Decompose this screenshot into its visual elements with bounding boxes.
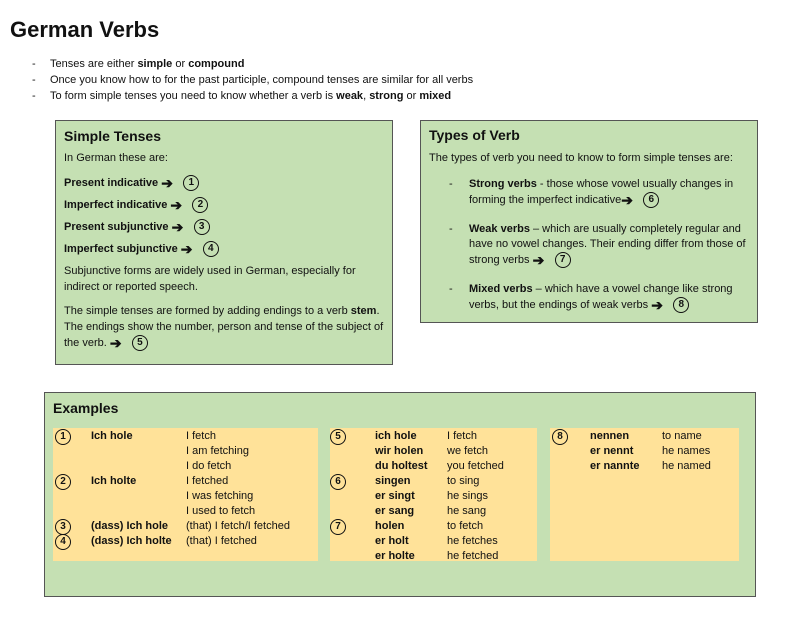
tense-item: Imperfect subjunctive ➔ 4 <box>64 241 384 257</box>
english-translation: we fetch <box>447 445 488 457</box>
examples-column-3 <box>550 428 739 561</box>
arrow-right-icon: ➔ <box>171 218 184 235</box>
german-form: er holte <box>375 550 415 562</box>
english-translation: I was fetching <box>186 490 254 502</box>
tense-item: Imperfect indicative ➔ 2 <box>64 197 384 213</box>
stem-note: The simple tenses are formed by adding endings to a verb stem. The endings show the number, person and tense of the subject of the verb. ➔ 5 <box>64 305 384 351</box>
intro-list <box>32 56 473 104</box>
german-form: du holtest <box>375 460 428 472</box>
simple-tenses-box <box>55 120 393 365</box>
arrow-right-icon: ➔ <box>621 191 633 208</box>
english-translation: he named <box>662 460 711 472</box>
arrow-right-icon: ➔ <box>161 174 173 191</box>
simple-intro: In German these are: <box>64 152 168 164</box>
german-form: holen <box>375 520 405 532</box>
english-translation: he sings <box>447 490 488 502</box>
german-form: wir holen <box>375 445 424 457</box>
german-form: (dass) Ich hole <box>91 520 169 532</box>
english-translation: (that) I fetched <box>186 535 257 547</box>
german-form: er holt <box>375 535 409 547</box>
circled-number: 8 <box>673 297 689 313</box>
types-heading: Types of Verb <box>429 127 520 143</box>
german-form: er nannte <box>590 460 640 472</box>
arrow-right-icon: ➔ <box>651 296 663 313</box>
intro-item: - To form simple tenses you need to know whether a verb is weak, strong or mixed <box>32 88 473 104</box>
english-translation: he fetches <box>447 535 498 547</box>
circled-number: 4 <box>203 241 219 257</box>
verb-type-item: - Weak verbs – which are usually completely regular and have no vowel changes. Their ending differ from those of strong verbs ➔ 7 <box>449 222 749 268</box>
english-translation: he sang <box>447 505 487 517</box>
tense-item: Present subjunctive ➔ 3 <box>64 219 384 235</box>
circled-number: 2 <box>192 197 208 213</box>
german-form: singen <box>375 475 411 487</box>
english-translation: I fetched <box>186 475 229 487</box>
examples-table <box>53 428 739 561</box>
page-title: German Verbs <box>10 17 160 42</box>
english-translation: to sing <box>447 475 480 487</box>
arrow-right-icon: ➔ <box>109 334 122 351</box>
english-translation: I am fetching <box>186 445 249 457</box>
circled-number: 5 <box>330 429 346 445</box>
arrow-right-icon: ➔ <box>180 240 193 257</box>
circled-number: 7 <box>330 519 346 535</box>
english-translation: he names <box>662 445 711 457</box>
circled-number: 8 <box>552 429 568 445</box>
types-of-verb-box <box>420 120 758 323</box>
english-translation: he fetched <box>447 550 499 562</box>
subjunctive-note: Subjunctive forms are widely used in German, especially for indirect or reported speech. <box>64 265 356 294</box>
circled-number: 6 <box>330 474 346 490</box>
english-translation: I fetch <box>447 430 477 442</box>
circled-number: 3 <box>55 519 71 535</box>
examples-box <box>44 392 756 597</box>
german-form: er singt <box>375 490 415 502</box>
circled-number: 6 <box>643 192 659 208</box>
german-form: nennen <box>590 430 630 442</box>
types-intro: The types of verb you need to know to form simple tenses are: <box>429 152 733 164</box>
intro-item: - Tenses are either simple or compound <box>32 56 473 72</box>
german-form: Ich hole <box>91 430 133 442</box>
circled-number: 1 <box>183 175 199 191</box>
arrow-right-icon: ➔ <box>170 196 183 213</box>
german-form: ich hole <box>375 430 417 442</box>
intro-item: - Once you know how to for the past participle, compound tenses are similar for all verbs <box>32 72 473 88</box>
german-form: er sang <box>375 505 415 517</box>
circled-number: 3 <box>194 219 210 235</box>
tense-item: Present indicative ➔ 1 <box>64 175 384 191</box>
circled-number: 7 <box>555 252 571 268</box>
circled-number: 4 <box>55 534 71 550</box>
english-translation: (that) I fetch/I fetched <box>186 520 290 532</box>
circled-number: 1 <box>55 429 71 445</box>
circled-number: 2 <box>55 474 71 490</box>
english-translation: you fetched <box>447 460 504 472</box>
circled-number: 5 <box>132 335 148 351</box>
german-form: (dass) Ich holte <box>91 535 172 547</box>
verb-type-item: - Mixed verbs – which have a vowel change like strong verbs, but the endings of weak verbs ➔ 8 <box>449 282 749 313</box>
arrow-right-icon: ➔ <box>532 251 545 268</box>
english-translation: I fetch <box>186 430 216 442</box>
english-translation: I used to fetch <box>186 505 256 517</box>
english-translation: I do fetch <box>186 460 232 472</box>
german-form: er nennt <box>590 445 634 457</box>
english-translation: to fetch <box>447 520 484 532</box>
verb-type-item: - Strong verbs - those whose vowel usually changes in forming the imperfect indicative➔ 6 <box>449 177 749 208</box>
examples-heading: Examples <box>53 400 119 416</box>
examples-column-1 <box>53 428 318 561</box>
verb-types-list <box>429 177 749 313</box>
german-form: Ich holte <box>91 475 137 487</box>
examples-column-2 <box>330 428 537 561</box>
english-translation: to name <box>662 430 702 442</box>
simple-tenses-heading: Simple Tenses <box>64 128 162 144</box>
